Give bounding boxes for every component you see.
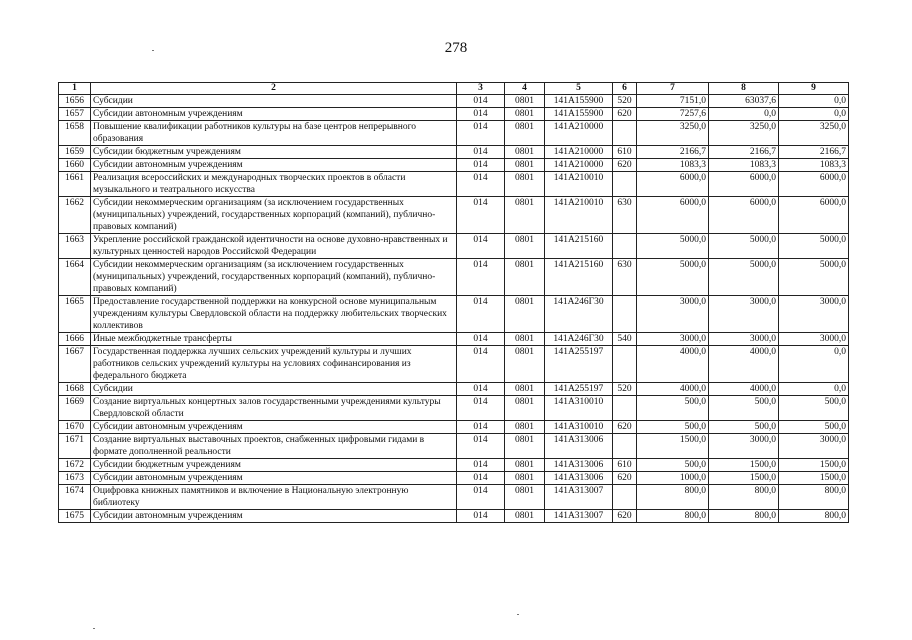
column-header: 8	[709, 83, 779, 95]
cell-col5: 141A313006	[545, 434, 613, 459]
cell-col9: 0,0	[779, 108, 849, 121]
cell-col3: 014	[457, 510, 505, 523]
column-header: 1	[59, 83, 91, 95]
cell-col9: 3250,0	[779, 121, 849, 146]
page-number: 278	[444, 40, 468, 56]
cell-col3: 014	[457, 333, 505, 346]
cell-col6: 620	[613, 472, 637, 485]
cell-col7: 500,0	[637, 459, 709, 472]
cell-col3: 014	[457, 421, 505, 434]
cell-col6: 520	[613, 95, 637, 108]
cell-col7: 1500,0	[637, 434, 709, 459]
cell-col7: 5000,0	[637, 234, 709, 259]
row-number: 1671	[59, 434, 91, 459]
table-row	[59, 346, 849, 383]
row-number: 1662	[59, 197, 91, 234]
cell-col4: 0801	[505, 472, 545, 485]
cell-col6: 520	[613, 383, 637, 396]
row-name: Государственная поддержка лучших сельских учреждений культуры и лучших работников сельских учреждений культуры на условиях софинансирования из федерального бюджета	[91, 346, 457, 383]
row-name: Субсидии	[91, 95, 457, 108]
cell-col6: 610	[613, 146, 637, 159]
table-row	[59, 383, 849, 396]
cell-col5: 141A210000	[545, 121, 613, 146]
cell-col6	[613, 234, 637, 259]
table-row	[59, 333, 849, 346]
table-row	[59, 146, 849, 159]
cell-col7: 3250,0	[637, 121, 709, 146]
cell-col7: 500,0	[637, 421, 709, 434]
row-name: Субсидии бюджетным учреждениям	[91, 146, 457, 159]
cell-col6	[613, 434, 637, 459]
cell-col3: 014	[457, 346, 505, 383]
cell-col5: 141A210000	[545, 146, 613, 159]
cell-col3: 014	[457, 121, 505, 146]
cell-col6: 620	[613, 421, 637, 434]
table-row	[59, 472, 849, 485]
cell-col5: 141A255197	[545, 346, 613, 383]
cell-col3: 014	[457, 234, 505, 259]
cell-col8: 5000,0	[709, 259, 779, 296]
cell-col8: 1500,0	[709, 459, 779, 472]
column-header: 4	[505, 83, 545, 95]
row-name: Повышение квалификации работников культуры на базе центров непрерывного образования	[91, 121, 457, 146]
cell-col4: 0801	[505, 346, 545, 383]
cell-col9: 5000,0	[779, 234, 849, 259]
cell-col9: 800,0	[779, 510, 849, 523]
cell-col8: 3000,0	[709, 333, 779, 346]
cell-col4: 0801	[505, 172, 545, 197]
row-number: 1656	[59, 95, 91, 108]
cell-col3: 014	[457, 108, 505, 121]
cell-col3: 014	[457, 396, 505, 421]
cell-col9: 1083,3	[779, 159, 849, 172]
cell-col9: 3000,0	[779, 434, 849, 459]
table-row	[59, 459, 849, 472]
table-row	[59, 396, 849, 421]
row-name: Создание виртуальных концертных залов государственными учреждениями культуры Свердловской области	[91, 396, 457, 421]
cell-col8: 500,0	[709, 421, 779, 434]
cell-col5: 141A155900	[545, 108, 613, 121]
cell-col7: 7257,6	[637, 108, 709, 121]
row-number: 1672	[59, 459, 91, 472]
cell-col8: 800,0	[709, 510, 779, 523]
cell-col6	[613, 296, 637, 333]
row-number: 1675	[59, 510, 91, 523]
cell-col9: 500,0	[779, 421, 849, 434]
table-row	[59, 434, 849, 459]
table-row	[59, 159, 849, 172]
cell-col6	[613, 346, 637, 383]
cell-col4: 0801	[505, 95, 545, 108]
table-row	[59, 197, 849, 234]
row-name: Иные межбюджетные трансферты	[91, 333, 457, 346]
cell-col8: 800,0	[709, 485, 779, 510]
cell-col6	[613, 172, 637, 197]
budget-table	[58, 82, 849, 523]
cell-col7: 4000,0	[637, 383, 709, 396]
cell-col5: 141A313006	[545, 459, 613, 472]
cell-col3: 014	[457, 434, 505, 459]
cell-col3: 014	[457, 259, 505, 296]
row-number: 1670	[59, 421, 91, 434]
cell-col9: 3000,0	[779, 333, 849, 346]
cell-col5: 141A255197	[545, 383, 613, 396]
cell-col7: 7151,0	[637, 95, 709, 108]
cell-col8: 2166,7	[709, 146, 779, 159]
cell-col6	[613, 485, 637, 510]
row-name: Субсидии автономным учреждениям	[91, 421, 457, 434]
cell-col7: 3000,0	[637, 296, 709, 333]
cell-col5: 141A246Г30	[545, 296, 613, 333]
cell-col6: 630	[613, 259, 637, 296]
cell-col7: 800,0	[637, 510, 709, 523]
cell-col9: 6000,0	[779, 172, 849, 197]
cell-col3: 014	[457, 159, 505, 172]
cell-col4: 0801	[505, 510, 545, 523]
cell-col5: 141A310010	[545, 396, 613, 421]
cell-col6: 630	[613, 197, 637, 234]
row-number: 1669	[59, 396, 91, 421]
cell-col6: 620	[613, 108, 637, 121]
cell-col5: 141A313007	[545, 510, 613, 523]
cell-col8: 500,0	[709, 396, 779, 421]
cell-col8: 4000,0	[709, 346, 779, 383]
column-header: 6	[613, 83, 637, 95]
cell-col4: 0801	[505, 333, 545, 346]
cell-col4: 0801	[505, 383, 545, 396]
cell-col9: 800,0	[779, 485, 849, 510]
scan-speck	[517, 614, 519, 615]
column-header: 3	[457, 83, 505, 95]
row-number: 1658	[59, 121, 91, 146]
cell-col9: 3000,0	[779, 296, 849, 333]
cell-col7: 5000,0	[637, 259, 709, 296]
row-name: Субсидии	[91, 383, 457, 396]
row-number: 1664	[59, 259, 91, 296]
cell-col8: 4000,0	[709, 383, 779, 396]
row-number: 1674	[59, 485, 91, 510]
cell-col4: 0801	[505, 459, 545, 472]
cell-col5: 141A310010	[545, 421, 613, 434]
cell-col6	[613, 121, 637, 146]
cell-col8: 5000,0	[709, 234, 779, 259]
cell-col6: 620	[613, 159, 637, 172]
cell-col5: 141A313006	[545, 472, 613, 485]
cell-col8: 6000,0	[709, 172, 779, 197]
row-name: Реализация всероссийских и международных творческих проектов в области музыкального и театрального искусства	[91, 172, 457, 197]
cell-col4: 0801	[505, 421, 545, 434]
table-row	[59, 296, 849, 333]
cell-col9: 0,0	[779, 95, 849, 108]
row-name: Укрепление российской гражданской идентичности на основе духовно-нравственных и культурных ценностей народов Российской Федерации	[91, 234, 457, 259]
cell-col7: 6000,0	[637, 172, 709, 197]
table-row	[59, 510, 849, 523]
row-number: 1657	[59, 108, 91, 121]
cell-col8: 63037,6	[709, 95, 779, 108]
row-name: Субсидии автономным учреждениям	[91, 108, 457, 121]
table-row	[59, 259, 849, 296]
row-number: 1668	[59, 383, 91, 396]
column-header: 5	[545, 83, 613, 95]
row-number: 1667	[59, 346, 91, 383]
table-row	[59, 108, 849, 121]
row-number: 1666	[59, 333, 91, 346]
cell-col8: 0,0	[709, 108, 779, 121]
cell-col5: 141A210000	[545, 159, 613, 172]
cell-col9: 500,0	[779, 396, 849, 421]
cell-col9: 1500,0	[779, 459, 849, 472]
cell-col8: 6000,0	[709, 197, 779, 234]
cell-col4: 0801	[505, 108, 545, 121]
cell-col3: 014	[457, 383, 505, 396]
cell-col3: 014	[457, 197, 505, 234]
cell-col8: 3000,0	[709, 296, 779, 333]
cell-col8: 1083,3	[709, 159, 779, 172]
row-number: 1665	[59, 296, 91, 333]
cell-col4: 0801	[505, 159, 545, 172]
cell-col7: 500,0	[637, 396, 709, 421]
cell-col7: 1083,3	[637, 159, 709, 172]
cell-col3: 014	[457, 472, 505, 485]
cell-col4: 0801	[505, 434, 545, 459]
table-row	[59, 421, 849, 434]
table-row	[59, 121, 849, 146]
table-row	[59, 234, 849, 259]
row-number: 1663	[59, 234, 91, 259]
cell-col9: 6000,0	[779, 197, 849, 234]
cell-col4: 0801	[505, 197, 545, 234]
row-number: 1659	[59, 146, 91, 159]
cell-col5: 141A215160	[545, 259, 613, 296]
table-row	[59, 485, 849, 510]
cell-col5: 141A210010	[545, 172, 613, 197]
cell-col4: 0801	[505, 485, 545, 510]
cell-col9: 2166,7	[779, 146, 849, 159]
row-number: 1660	[59, 159, 91, 172]
cell-col7: 4000,0	[637, 346, 709, 383]
cell-col9: 0,0	[779, 346, 849, 383]
row-number: 1673	[59, 472, 91, 485]
cell-col4: 0801	[505, 234, 545, 259]
column-header: 7	[637, 83, 709, 95]
table-row	[59, 172, 849, 197]
row-name: Оцифровка книжных памятников и включение в Национальную электронную библиотеку	[91, 485, 457, 510]
cell-col4: 0801	[505, 296, 545, 333]
cell-col7: 800,0	[637, 485, 709, 510]
column-header: 9	[779, 83, 849, 95]
cell-col5: 141A210010	[545, 197, 613, 234]
cell-col8: 3000,0	[709, 434, 779, 459]
cell-col3: 014	[457, 459, 505, 472]
cell-col6: 610	[613, 459, 637, 472]
row-name: Субсидии автономным учреждениям	[91, 159, 457, 172]
cell-col3: 014	[457, 95, 505, 108]
cell-col4: 0801	[505, 121, 545, 146]
cell-col7: 3000,0	[637, 333, 709, 346]
cell-col6: 620	[613, 510, 637, 523]
column-header: 2	[91, 83, 457, 95]
cell-col8: 3250,0	[709, 121, 779, 146]
cell-col8: 1500,0	[709, 472, 779, 485]
row-name: Субсидии автономным учреждениям	[91, 510, 457, 523]
cell-col5: 141A313007	[545, 485, 613, 510]
header-row	[59, 83, 849, 95]
cell-col6	[613, 396, 637, 421]
row-number: 1661	[59, 172, 91, 197]
cell-col6: 540	[613, 333, 637, 346]
row-name: Предоставление государственной поддержки на конкурсной основе муниципальным учреждениям культуры Свердловской области на поддержку любительских творческих коллективов	[91, 296, 457, 333]
cell-col7: 1000,0	[637, 472, 709, 485]
cell-col5: 141A215160	[545, 234, 613, 259]
scan-speck	[93, 628, 95, 629]
cell-col4: 0801	[505, 146, 545, 159]
row-name: Субсидии некоммерческим организациям (за исключением государственных (муниципальных) учреждений, государственных корпораций (компаний), публично-правовых компаний)	[91, 259, 457, 296]
cell-col9: 0,0	[779, 383, 849, 396]
cell-col7: 6000,0	[637, 197, 709, 234]
cell-col3: 014	[457, 485, 505, 510]
cell-col3: 014	[457, 146, 505, 159]
scan-speck	[152, 50, 154, 51]
cell-col4: 0801	[505, 396, 545, 421]
cell-col4: 0801	[505, 259, 545, 296]
row-name: Субсидии некоммерческим организациям (за исключением государственных (муниципальных) учреждений, государственных корпораций (компаний), публично-правовых компаний)	[91, 197, 457, 234]
row-name: Создание виртуальных выставочных проектов, снабженных цифровыми гидами в формате дополненной реальности	[91, 434, 457, 459]
cell-col3: 014	[457, 172, 505, 197]
cell-col3: 014	[457, 296, 505, 333]
cell-col7: 2166,7	[637, 146, 709, 159]
cell-col5: 141A246Г30	[545, 333, 613, 346]
table-row	[59, 95, 849, 108]
cell-col9: 1500,0	[779, 472, 849, 485]
row-name: Субсидии бюджетным учреждениям	[91, 459, 457, 472]
row-name: Субсидии автономным учреждениям	[91, 472, 457, 485]
cell-col5: 141A155900	[545, 95, 613, 108]
cell-col9: 5000,0	[779, 259, 849, 296]
